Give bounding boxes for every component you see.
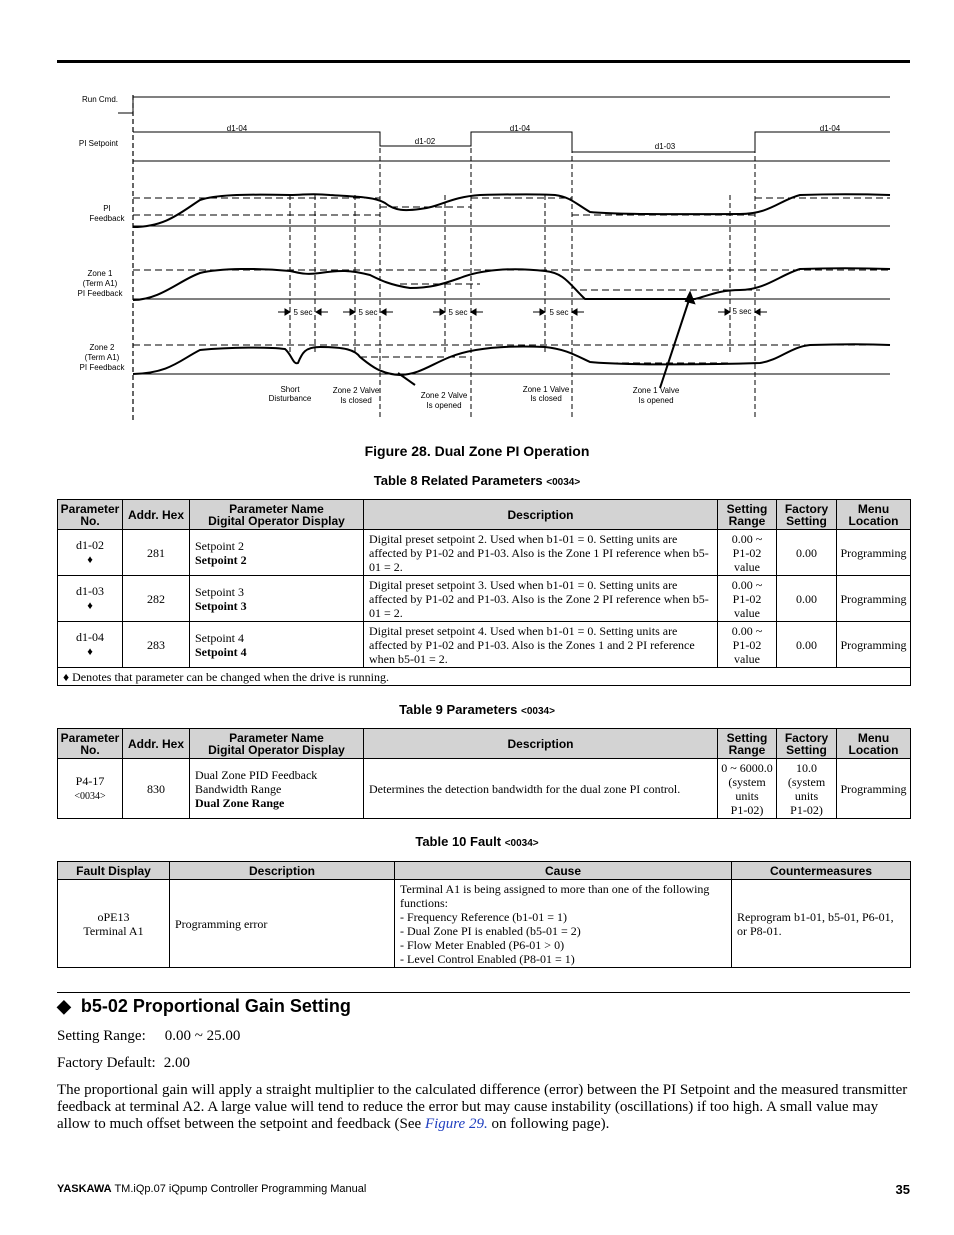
annotation-zone2-opened: Is opened	[426, 401, 462, 410]
timer-label: 5 sec	[732, 307, 752, 316]
factory-default: Factory Default: 2.00	[57, 1055, 190, 1071]
factory-cell: 0.00	[777, 576, 837, 622]
addr-cell: 830	[123, 759, 190, 819]
annotation-zone2-closed: Is closed	[340, 396, 372, 405]
table8-header-name: Parameter Name Digital Operator Display	[190, 500, 364, 530]
annotation-short-disturbance: Disturbance	[268, 394, 312, 403]
label-zone1-3: PI Feedback	[77, 289, 123, 298]
table10-header-counter: Countermeasures	[732, 862, 911, 880]
table8-title: Table 8 Related Parameters <0034>	[373, 473, 581, 488]
figure-caption: Figure 28. Dual Zone PI Operation	[364, 443, 590, 459]
setpoint-label: d1-03	[654, 142, 676, 151]
table8	[57, 499, 911, 686]
table10-header-cause: Cause	[395, 862, 732, 880]
annotation-zone1-closed: Is closed	[530, 394, 562, 403]
header-rule	[57, 60, 910, 63]
setpoint-label: d1-04	[226, 124, 248, 133]
name-cell: Setpoint 3 Setpoint 3	[190, 576, 364, 622]
desc-cell: Programming error	[170, 880, 395, 968]
table9-header-range: Setting Range	[718, 729, 777, 759]
label-zone1-2: (Term A1)	[82, 279, 118, 288]
table10-header-fault: Fault Display	[58, 862, 170, 880]
timer-label: 5 sec	[448, 308, 468, 317]
dual-zone-timing-diagram	[0, 85, 954, 430]
name-cell: Setpoint 2 Setpoint 2	[190, 530, 364, 576]
timer-label: 5 sec	[549, 308, 569, 317]
table-row	[58, 576, 911, 622]
annotation-zone1-opened: Is opened	[638, 396, 674, 405]
section-title: ◆ b5-02 Proportional Gain Setting	[57, 996, 351, 1016]
table9-header-addr: Addr. Hex	[123, 729, 190, 759]
table8-header-desc: Description	[364, 500, 718, 530]
diamond-bullet-icon: ◆	[57, 996, 71, 1016]
cause-cell: Terminal A1 is being assigned to more than one of the following functions: - Frequency Reference (b1-01 = 1) - Dual Zone PI is enabled (b5-01 = 2) - Flow Meter Enabled (P6-01 > 0) - Level Control Enabled (P8-01 = 1)	[395, 880, 732, 968]
factory-cell: 0.00	[777, 530, 837, 576]
table-row	[58, 759, 911, 819]
label-pi-feedback-2: Feedback	[89, 214, 125, 223]
range-cell: 0 ~ 6000.0 (system units P1-02)	[718, 759, 777, 819]
label-pi-feedback-1: PI	[103, 204, 111, 213]
desc-cell: Determines the detection bandwidth for the dual zone PI control.	[364, 759, 718, 819]
table10-header-desc: Description	[170, 862, 395, 880]
table9-title: Table 9 Parameters <0034>	[399, 702, 555, 717]
menu-cell: Programming	[837, 530, 911, 576]
desc-cell: Digital preset setpoint 3. Used when b1-01 = 0. Setting units are affected by P1-02 and P1-03. Also is the Zone 2 PI reference when b5-01 = 2.	[364, 576, 718, 622]
countermeasure-cell: Reprogram b1-01, b5-01, P6-01, or P8-01.	[732, 880, 911, 968]
desc-cell: Digital preset setpoint 4. Used when b1-01 = 0. Setting units are affected by P1-02 and P1-03. Also is the Zones 1 and 2 PI reference when b5-01 = 2.	[364, 622, 718, 668]
timer-label: 5 sec	[358, 308, 378, 317]
body-paragraph: The proportional gain will apply a straight multiplier to the calculated difference (error) between the PI Setpoint and the measured transmitter feedback at terminal A2. A large value will tend to reduce the error but may cause instability (oscillations) if too high. A small value may allow to much offset between the setpoint and feedback (See Figure 29. on following page).	[57, 1082, 908, 1132]
table8-header-addr: Addr. Hex	[123, 500, 190, 530]
setpoint-label: d1-04	[509, 124, 531, 133]
annotation-zone2-opened: Zone 2 Valve	[420, 391, 468, 400]
table10	[57, 861, 911, 968]
label-pi-setpoint: PI Setpoint	[78, 139, 118, 148]
figure-29-link[interactable]: Figure 29.	[424, 1116, 488, 1132]
menu-cell: Programming	[837, 622, 911, 668]
label-run-cmd: Run Cmd.	[81, 95, 118, 104]
param-cell: P4-17 <0034>	[58, 759, 123, 819]
table9-header-menu: Menu Location	[837, 729, 911, 759]
table8-header-menu: Menu Location	[837, 500, 911, 530]
range-cell: 0.00 ~ P1-02 value	[718, 530, 777, 576]
range-cell: 0.00 ~ P1-02 value	[718, 576, 777, 622]
annotation-zone1-closed: Zone 1 Valve	[522, 385, 570, 394]
annotation-zone1-opened: Zone 1 Valve	[632, 386, 680, 395]
table9-header-name: Parameter Name Digital Operator Display	[190, 729, 364, 759]
desc-cell: Digital preset setpoint 2. Used when b1-01 = 0. Setting units are affected by P1-02 and P1-03. Also is the Zone 1 PI reference when b5-01 = 2.	[364, 530, 718, 576]
param-cell: d1-03 ♦	[58, 576, 123, 622]
annotation-zone2-closed: Zone 2 Valve	[332, 386, 380, 395]
section-rule	[57, 992, 910, 993]
factory-cell: 0.00	[777, 622, 837, 668]
setpoint-label: d1-04	[819, 124, 841, 133]
table-row	[58, 622, 911, 668]
label-zone1-1: Zone 1	[87, 269, 113, 278]
name-cell: Setpoint 4 Setpoint 4	[190, 622, 364, 668]
table8-header-range: Setting Range	[718, 500, 777, 530]
range-cell: 0.00 ~ P1-02 value	[718, 622, 777, 668]
table9-header-desc: Description	[364, 729, 718, 759]
factory-cell: 10.0 (system units P1-02)	[777, 759, 837, 819]
param-cell: d1-04 ♦	[58, 622, 123, 668]
label-zone2-1: Zone 2	[89, 343, 115, 352]
addr-cell: 281	[123, 530, 190, 576]
label-zone2-2: (Term A1)	[84, 353, 120, 362]
table-row	[58, 880, 911, 968]
table8-header-factory: Factory Setting	[777, 500, 837, 530]
annotation-short-disturbance: Short	[280, 385, 300, 394]
table10-title: Table 10 Fault <0034>	[415, 834, 539, 849]
table9-header-param: Parameter No.	[58, 729, 123, 759]
setpoint-label: d1-02	[414, 137, 436, 146]
menu-cell: Programming	[837, 576, 911, 622]
table9	[57, 728, 911, 819]
table8-header-param: Parameter No.	[58, 500, 123, 530]
timer-label: 5 sec	[293, 308, 313, 317]
addr-cell: 283	[123, 622, 190, 668]
param-cell: d1-02 ♦	[58, 530, 123, 576]
table8-footnote: ♦ Denotes that parameter can be changed when the drive is running.	[58, 668, 911, 686]
setting-range: Setting Range: 0.00 ~ 25.00	[57, 1028, 241, 1044]
addr-cell: 282	[123, 576, 190, 622]
name-cell: Dual Zone PID Feedback Bandwidth Range Dual Zone Range	[190, 759, 364, 819]
table-row	[58, 530, 911, 576]
menu-cell: Programming	[837, 759, 911, 819]
label-zone2-3: PI Feedback	[79, 363, 125, 372]
table9-header-factory: Factory Setting	[777, 729, 837, 759]
fault-cell: oPE13 Terminal A1	[58, 880, 170, 968]
page-number: 35	[895, 1182, 910, 1197]
footer-doc-title: YASKAWA TM.iQp.07 iQpump Controller Programming Manual	[57, 1183, 367, 1195]
